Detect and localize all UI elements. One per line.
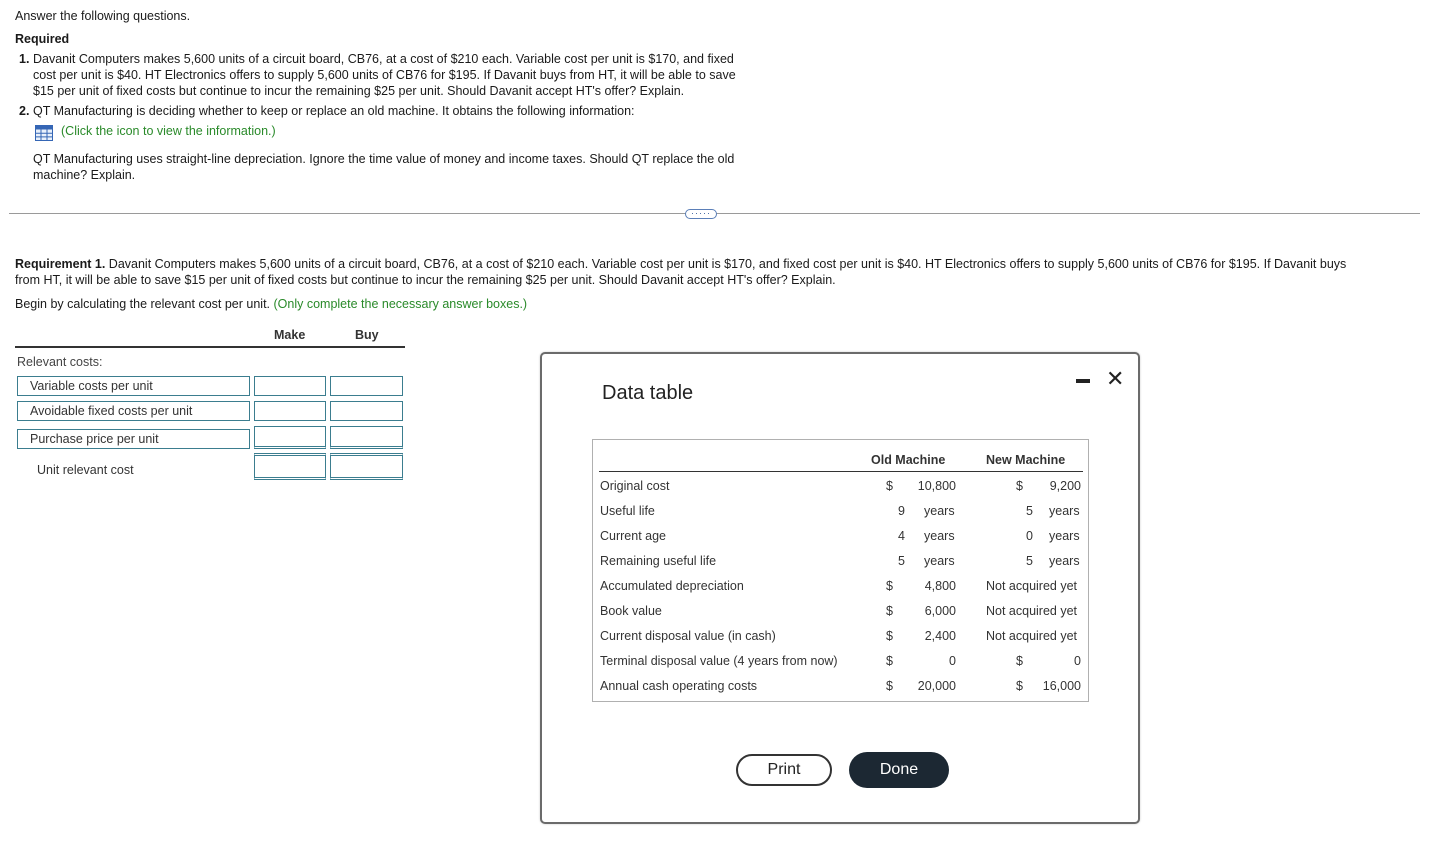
old-currency: $: [886, 629, 893, 643]
old-value: 9: [898, 504, 905, 518]
row-label: Original cost: [600, 479, 670, 493]
q2-followup: QT Manufacturing uses straight-line depreciation. Ignore the time value of money and income taxes. Should QT replace the old machine? Explain.: [33, 152, 735, 182]
q1-number: 1.: [19, 52, 30, 66]
old-currency: $: [886, 604, 893, 618]
make-avoidable-fixed-input[interactable]: [254, 401, 326, 421]
row-label: Terminal disposal value (4 years from now): [600, 654, 838, 668]
row-label-avoidable-fixed[interactable]: Avoidable fixed costs per unit: [17, 401, 250, 421]
col-header-old-machine: Old Machine: [871, 453, 946, 467]
minimize-icon[interactable]: [1076, 379, 1090, 383]
new-currency: $: [1016, 679, 1023, 693]
new-value: 0: [1074, 654, 1081, 668]
table-row: [593, 629, 1088, 649]
new-unit: years: [1049, 529, 1080, 543]
new-status: Not acquired yet: [986, 604, 1078, 618]
new-value: 0: [1026, 529, 1033, 543]
table-row: [593, 579, 1088, 599]
required-heading: Required: [15, 32, 70, 46]
new-value: 5: [1026, 554, 1033, 568]
table-row: [593, 554, 1088, 574]
row-label-variable-costs[interactable]: Variable costs per unit: [17, 376, 250, 396]
done-button[interactable]: Done: [849, 752, 949, 788]
table-row: [593, 654, 1088, 674]
q1-text: Davanit Computers makes 5,600 units of a circuit board, CB76, at a cost of $210 each. Variable cost per unit is $170, and fixed cost per unit is $40. HT Electronics offers to supply 5,600 units of CB76 for $195. If Davanit buys from HT, it will be able to save $15 per unit of fixed costs but continue to incur the remaining $25 per unit. Should Davanit accept HT's offer? Explain.: [33, 52, 736, 98]
expand-collapse-button[interactable]: ·····: [685, 209, 717, 219]
unit-relevant-cost-label: Unit relevant cost: [37, 463, 134, 477]
col-header-new-machine: New Machine: [986, 453, 1066, 467]
print-button[interactable]: Print: [736, 754, 832, 786]
new-currency: $: [1016, 654, 1023, 668]
info-link[interactable]: (Click the icon to view the information.): [61, 124, 276, 138]
old-unit: years: [924, 504, 955, 518]
q2-number: 2.: [19, 104, 30, 118]
header-rule: [15, 346, 405, 348]
old-value: 20,000: [917, 679, 956, 693]
table-row: [593, 479, 1088, 499]
table-row: [593, 604, 1088, 624]
old-value: 5: [898, 554, 905, 568]
old-currency: $: [886, 479, 893, 493]
old-currency: $: [886, 679, 893, 693]
new-value: 9,200: [1049, 479, 1081, 493]
old-value: 2,400: [924, 629, 956, 643]
requirement-1-text: Requirement 1. Davanit Computers makes 5,600 units of a circuit board, CB76, at a cost of $210 each. Variable cost per unit is $170, and fixed cost per unit is $40. HT Electronics offers to supply 5,600 units of CB76 for $195. If Davanit buys from HT, it will be able to save $15 per unit of fixed costs but continue to incur the remaining $25 per unit. Should Davanit accept HT's offer? Explain.: [15, 257, 1347, 287]
buy-unit-relevant-cost-input[interactable]: [330, 453, 403, 480]
old-currency: $: [886, 654, 893, 668]
instructions: Answer the following questions.: [15, 9, 191, 23]
row-label: Current disposal value (in cash): [600, 629, 776, 643]
row-label: Useful life: [600, 504, 655, 518]
new-value: 16,000: [1042, 679, 1081, 693]
data-table-modal: [540, 352, 1140, 824]
q2-text: QT Manufacturing is deciding whether to keep or replace an old machine. It obtains the following information:: [33, 104, 635, 118]
new-status: Not acquired yet: [986, 629, 1078, 643]
relevant-costs-label: Relevant costs:: [17, 355, 103, 369]
new-unit: years: [1049, 554, 1080, 568]
table-grid-icon[interactable]: [35, 125, 53, 141]
make-purchase-price-input[interactable]: [254, 426, 326, 449]
old-value: 0: [949, 654, 956, 668]
col-header-buy: Buy: [355, 328, 379, 342]
old-value: 6,000: [924, 604, 956, 618]
buy-avoidable-fixed-input[interactable]: [330, 401, 403, 421]
table-row: [593, 679, 1088, 699]
new-status: Not acquired yet: [986, 579, 1078, 593]
make-variable-cost-input[interactable]: [254, 376, 326, 396]
row-label-purchase-price[interactable]: Purchase price per unit: [17, 429, 250, 449]
old-value: 4,800: [924, 579, 956, 593]
col-header-make: Make: [274, 328, 306, 342]
table-header-rule: [599, 471, 1083, 472]
old-value: 10,800: [917, 479, 956, 493]
row-label: Remaining useful life: [600, 554, 717, 568]
buy-variable-cost-input[interactable]: [330, 376, 403, 396]
row-label: Current age: [600, 529, 667, 543]
new-value: 5: [1026, 504, 1033, 518]
table-row: [593, 504, 1088, 524]
new-unit: years: [1049, 504, 1080, 518]
begin-instruction: Begin by calculating the relevant cost per unit. (Only complete the necessary answer boxes.): [15, 297, 528, 311]
row-label: Annual cash operating costs: [600, 679, 758, 693]
buy-purchase-price-input[interactable]: [330, 426, 403, 449]
close-icon[interactable]: ✕: [1106, 366, 1125, 391]
row-label: Book value: [600, 604, 662, 618]
machine-data-table: [592, 439, 1089, 702]
modal-title: Data table: [602, 382, 694, 404]
make-unit-relevant-cost-input[interactable]: [254, 453, 326, 480]
table-row: [593, 529, 1088, 549]
new-currency: $: [1016, 479, 1023, 493]
old-unit: years: [924, 529, 955, 543]
old-currency: $: [886, 579, 893, 593]
row-label: Accumulated depreciation: [600, 579, 744, 593]
old-unit: years: [924, 554, 955, 568]
old-value: 4: [898, 529, 905, 543]
